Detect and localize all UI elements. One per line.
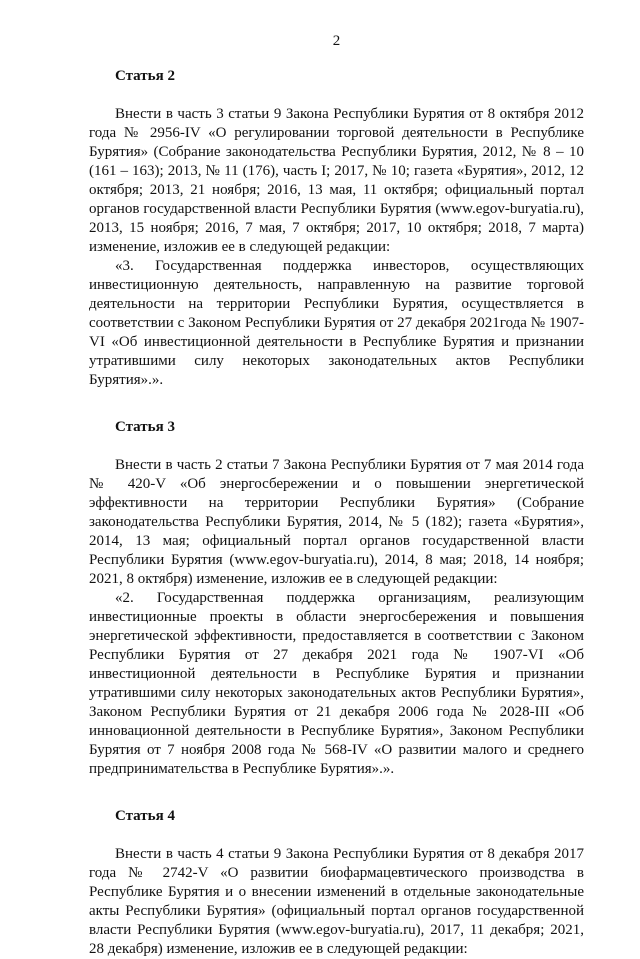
article-intro-paragraph: Внести в часть 3 статьи 9 Закона Республики Бурятия от 8 октября 2012 года № 2956-IV «О регулировании торговой деятельности в Республике Бурятия» (Собрание законодательства Республики Бурятия, 2012, № 8 – 10 (161 – 163); 2013, № 11 (176), часть I; 2017, № 10; газета «Бурятия», 2012, 12 октября; 2013, 21 ноября; 2016, 13 мая, 11 октября; официальный портал органов государственной власти Республики Бурятия (www.egov-buryatia.ru), 2013, 15 ноября; 2016, 7 мая, 7 октября; 2017, 10 октября; 2018, 7 марта) изменение, изложив ее в следующей редакции: (89, 106, 584, 255)
article-gap (89, 390, 584, 418)
article-heading: Статья 4 (115, 808, 175, 824)
page-number: 2 (332, 33, 341, 49)
article-heading: Статья 2 (115, 68, 175, 84)
article-3 (89, 418, 584, 779)
article-heading: Статья 3 (115, 419, 175, 435)
article-quoted-text: «2. Государственная поддержка организациям, реализующим инвестиционные проекты в области энергосбережения и повышения энергетической эффективности, предоставляется в соответствии с Законом Республики Бурятия от 27 декабря 2021 года № 1907-VI «Об инвестиционной деятельности в Республике Бурятия и признании утратившими силу некоторых законодательных актов Республики Бурятия», Законом Республики Бурятия от 21 декабря 2006 года № 2028-III «Об инновационной деятельности в Республике Бурятия», Законом Республики Бурятия от 7 ноября 2008 года № 568-IV «О развитии малого и среднего предпринимательства в Республике Бурятия».». (89, 590, 584, 777)
article-gap (89, 779, 584, 807)
article-intro-paragraph: Внести в часть 4 статьи 9 Закона Республики Бурятия от 8 декабря 2017 года № 2742-V «О развитии биофармацевтического производства в Республике Бурятия и о внесении изменений в отдельные законодательные акты Республики Бурятия» (официальный портал органов государственной власти Республики Бурятия (www.egov-buryatia.ru), 2017, 11 декабря; 2021, 28 декабря) изменение, изложив ее в следующей редакции: (89, 846, 584, 957)
article-intro-paragraph: Внести в часть 2 статьи 7 Закона Республики Бурятия от 7 мая 2014 года № 420-V «Об энергосбережении и о повышении энергетической эффективности на территории Республики Бурятия» (Собрание законодательства Республики Бурятия, 2014, № 5 (182); газета «Бурятия», 2014, 13 мая; официальный портал органов государственной власти Республики Бурятия (www.egov-buryatia.ru), 2014, 8 мая; 2018, 14 ноября; 2021, 8 октября) изменение, изложив ее в следующей редакции: (89, 457, 584, 587)
article-2 (89, 67, 584, 390)
article-quoted-text: «3. Государственная поддержка инвесторов, осуществляющих инвестиционную деятельность, направленную на развитие торговой деятельности на территории Республики Бурятия, осуществляется в соответствии с Законом Республики Бурятия от 27 декабря 2021года № 1907-VI «Об инвестиционной деятельности в Республике Бурятия и признании утратившими силу некоторых законодательных актов Республики Бурятия».». (89, 258, 584, 388)
article-4 (89, 807, 584, 959)
